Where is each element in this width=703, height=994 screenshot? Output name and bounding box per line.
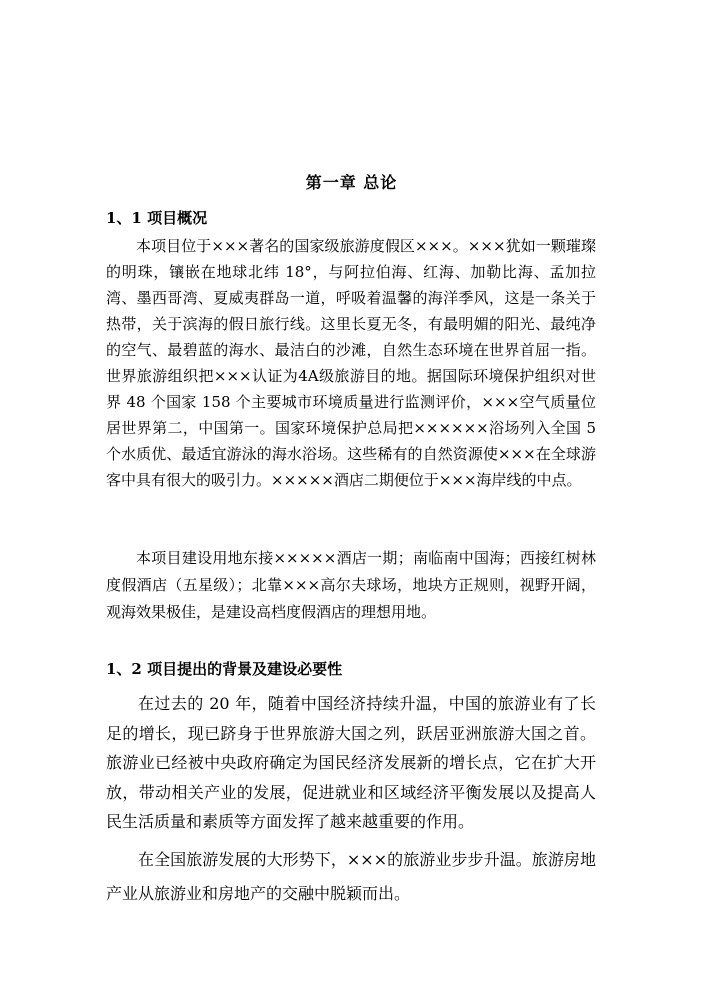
- section-heading-background: 1、2 项目提出的背景及建设必要性: [106, 660, 343, 678]
- paragraph-overview-2: 本项目建设用地东接×××××酒店一期；南临南中国海；西接红树林度假酒店（五星级）；北靠×××高尔夫球场，地块方正规则，视野开阔，观海效果极佳，是建设高档度假酒店的理想用地。: [106, 549, 596, 621]
- section-heading-overview: 1、1 项目概况: [106, 209, 208, 227]
- paragraph-overview-1: 本项目位于×××著名的国家级旅游度假区×××。×××犹如一颗璀璨的明珠，镶嵌在地球北纬 18°，与阿拉伯海、红海、加勒比海、孟加拉湾、墨西哥湾、夏威夷群岛一道，呼吸着温馨的海洋季风，这是一条关于热带，关于滨海的假日旅行线。这里长夏无冬，有最明媚的阳光、最纯净的空气、最碧蓝的海水、最洁白的沙滩，自然生态环境在世界首屈一指。世界旅游组织把×××认证为4A级旅游目的地。据国际环境保护组织对世界 48 个国家 158 个主要城市环境质量进行监测评价，×××空气质量位居世界第二，中国第一。国家环境保护总局把××××××浴场列入全国 5 个水质优、最适宜游泳的海水浴场。这些稀有的自然资源使×××在全球游客中具有很大的吸引力。×××××酒店二期便位于×××海岸线的中点。: [106, 237, 596, 489]
- paragraph-background-2: 在全国旅游发展的大形势下，×××的旅游业步步升温。旅游房地产业从旅游业和房地产的交融中脱颖而出。: [106, 850, 596, 903]
- paragraph-background-1: 在过去的 20 年，随着中国经济持续升温，中国的旅游业有了长足的增长，现已跻身于世界旅游大国之列，跃居亚洲旅游大国之首。旅游业已经被中央政府确定为国民经济发展新的增长点，它在扩大开放，带动相关产业的发展，促进就业和区域经济平衡发展以及提高人民生活质量和素质等方面发挥了越来越重要的作用。: [106, 694, 596, 831]
- chapter-title: 第一章 总论: [305, 173, 398, 192]
